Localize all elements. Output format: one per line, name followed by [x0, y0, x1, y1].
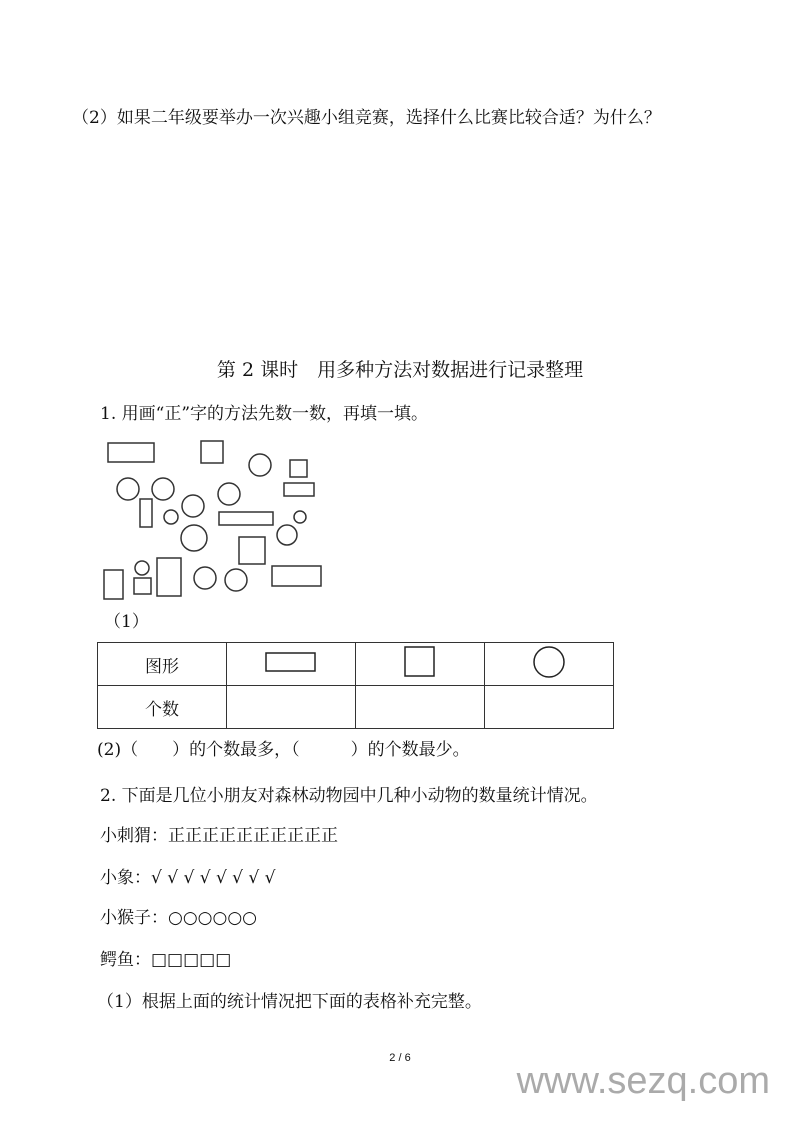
- tally-monkey: 小猴子：○○○○○○: [100, 908, 258, 928]
- q1-prompt: 1. 用画“正”字的方法先数一数，再填一填。: [100, 404, 429, 424]
- q1-sub2: (2)（ ）的个数最多，（ ）的个数最少。: [97, 740, 470, 760]
- tally-hedgehog: 小刺猬：正正正正正正正正正正: [100, 826, 338, 846]
- count-cell[interactable]: [356, 686, 485, 729]
- row1-label: 图形: [98, 643, 227, 686]
- q2-sub1: （1）根据上面的统计情况把下面的表格补充完整。: [97, 992, 482, 1012]
- count-cell[interactable]: [227, 686, 356, 729]
- tally-elephant: 小象：√ √ √ √ √ √ √ √: [100, 868, 276, 888]
- watermark: www.sezq.com: [516, 1060, 770, 1102]
- lesson-title: 第 2 课时 用多种方法对数据进行记录整理: [216, 359, 584, 381]
- page-number: 2 / 6: [389, 1052, 411, 1064]
- question-text: （2）如果二年级要举办一次兴趣小组竞赛，选择什么比赛比较合适？为什么？: [72, 108, 661, 128]
- shape-count-table: [97, 642, 614, 729]
- row2-label: 个数: [98, 686, 227, 729]
- q2-prompt: 2. 下面是几位小朋友对森林动物园中几种小动物的数量统计情况。: [100, 786, 598, 806]
- rectangle-icon: [265, 651, 317, 673]
- count-cell[interactable]: [485, 686, 614, 729]
- tally-crocodile: 鳄鱼：□□□□□: [100, 950, 232, 970]
- q1-sub1: （1）: [104, 612, 149, 632]
- circle-icon: [532, 645, 566, 679]
- square-icon: [404, 646, 436, 678]
